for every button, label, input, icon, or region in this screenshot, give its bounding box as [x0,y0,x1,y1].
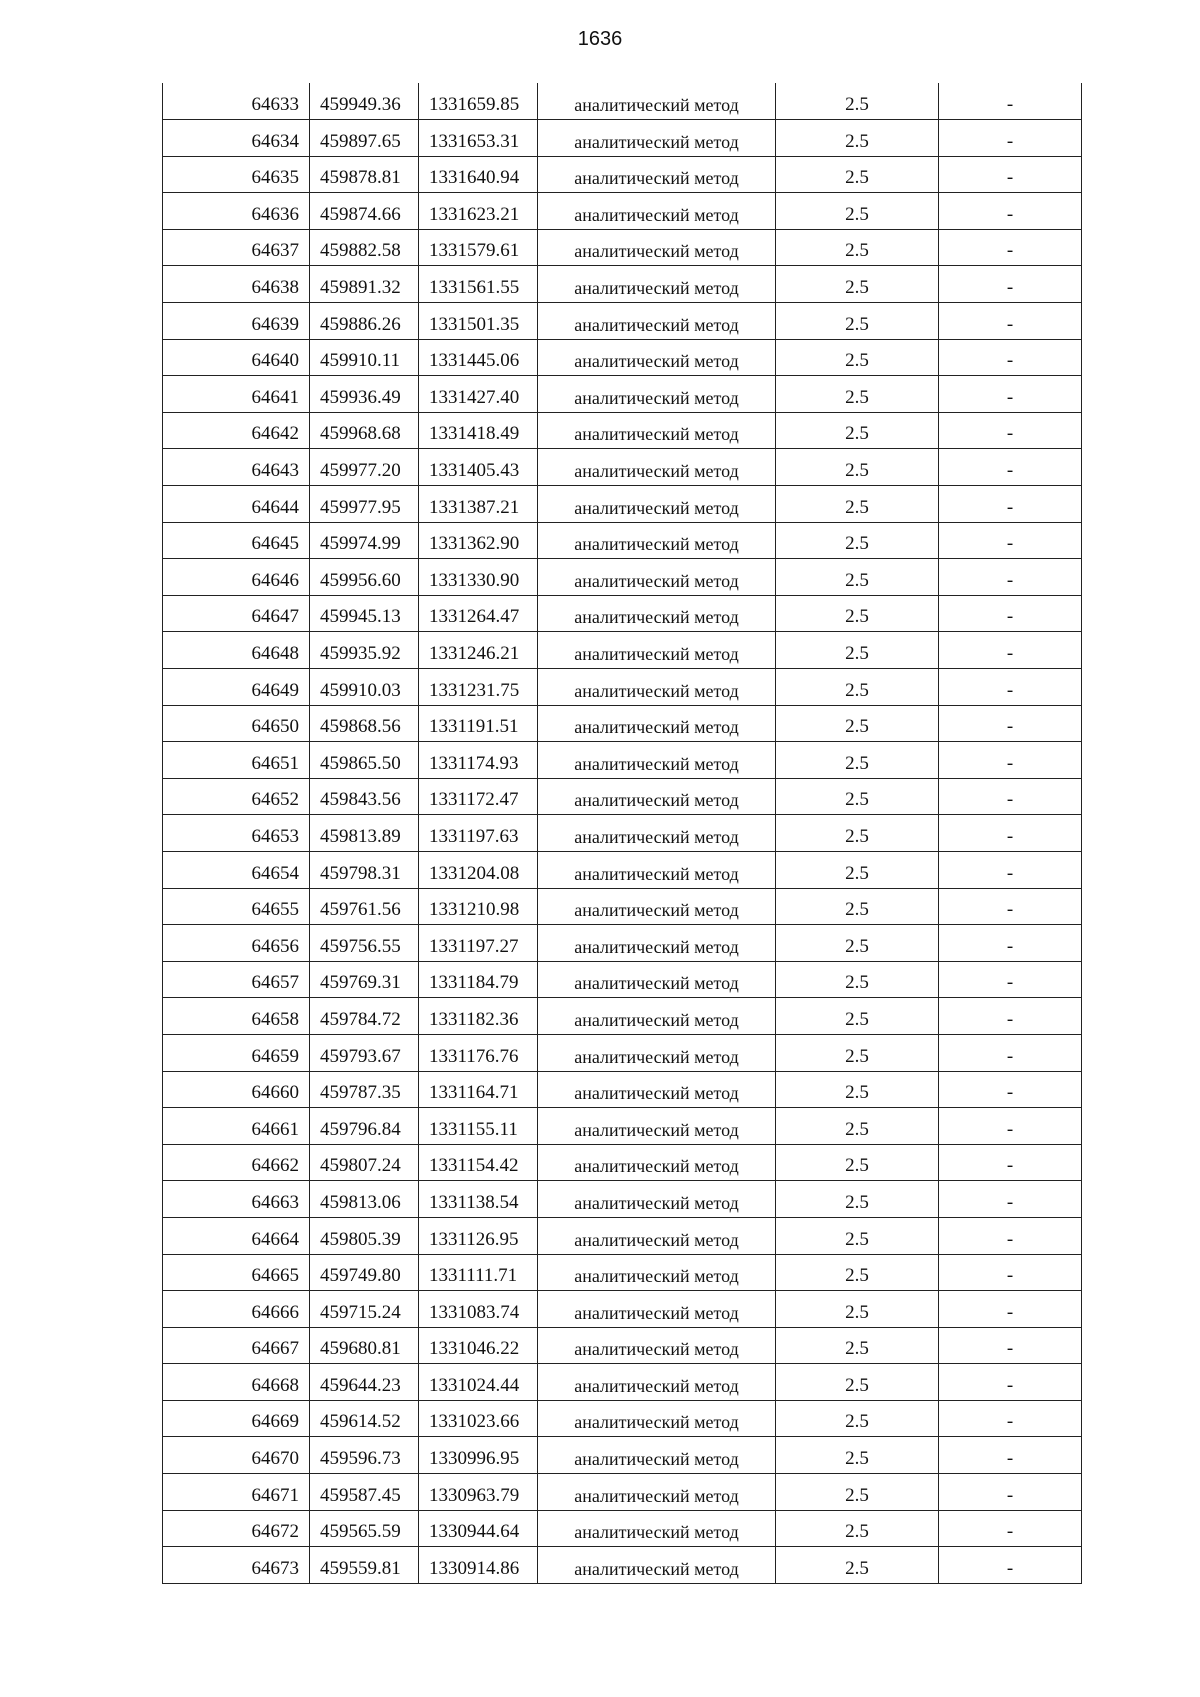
table-row [163,1254,1082,1291]
point-number-cell: 64647 [163,595,310,632]
table-row [163,486,1082,523]
y-coordinate-cell: 1331387.21 [419,486,538,523]
method-cell: аналитический метод [538,1034,776,1071]
table-row [163,815,1082,852]
accuracy-cell: 2.5 [776,1217,939,1254]
y-coordinate-cell: 1331653.31 [419,120,538,157]
table-row [163,1108,1082,1145]
x-coordinate-cell: 459878.81 [310,156,419,193]
table-row [163,303,1082,340]
accuracy-cell: 2.5 [776,1144,939,1181]
point-number-cell: 64652 [163,778,310,815]
point-number-cell: 64651 [163,742,310,779]
method-cell: аналитический метод [538,522,776,559]
method-cell: аналитический метод [538,998,776,1035]
y-coordinate-cell: 1331427.40 [419,376,538,413]
x-coordinate-cell: 459784.72 [310,998,419,1035]
accuracy-cell: 2.5 [776,339,939,376]
x-coordinate-cell: 459614.52 [310,1400,419,1437]
description-cell: - [939,1108,1082,1145]
table-row [163,1034,1082,1071]
x-coordinate-cell: 459882.58 [310,229,419,266]
x-coordinate-cell: 459565.59 [310,1510,419,1547]
table-row [163,1217,1082,1254]
point-number-cell: 64638 [163,266,310,303]
table-row [163,193,1082,230]
description-cell: - [939,595,1082,632]
description-cell: - [939,669,1082,706]
point-number-cell: 64654 [163,851,310,888]
description-cell: - [939,1474,1082,1511]
y-coordinate-cell: 1331264.47 [419,595,538,632]
x-coordinate-cell: 459715.24 [310,1291,419,1328]
method-cell: аналитический метод [538,1108,776,1145]
y-coordinate-cell: 1331172.47 [419,778,538,815]
accuracy-cell: 2.5 [776,522,939,559]
x-coordinate-cell: 459977.20 [310,449,419,486]
accuracy-cell: 2.5 [776,1034,939,1071]
accuracy-cell: 2.5 [776,1437,939,1474]
x-coordinate-cell: 459910.03 [310,669,419,706]
method-cell: аналитический метод [538,449,776,486]
method-cell: аналитический метод [538,193,776,230]
method-cell: аналитический метод [538,595,776,632]
x-coordinate-cell: 459793.67 [310,1034,419,1071]
table-row [163,1071,1082,1108]
y-coordinate-cell: 1331138.54 [419,1181,538,1218]
description-cell: - [939,1034,1082,1071]
y-coordinate-cell: 1331579.61 [419,229,538,266]
description-cell: - [939,778,1082,815]
description-cell: - [939,303,1082,340]
method-cell: аналитический метод [538,412,776,449]
x-coordinate-cell: 459936.49 [310,376,419,413]
description-cell: - [939,1217,1082,1254]
method-cell: аналитический метод [538,559,776,596]
point-number-cell: 64655 [163,888,310,925]
x-coordinate-cell: 459891.32 [310,266,419,303]
y-coordinate-cell: 1331330.90 [419,559,538,596]
accuracy-cell: 2.5 [776,705,939,742]
method-cell: аналитический метод [538,1400,776,1437]
point-number-cell: 64648 [163,632,310,669]
method-cell: аналитический метод [538,632,776,669]
accuracy-cell: 2.5 [776,925,939,962]
description-cell: - [939,1547,1082,1584]
accuracy-cell: 2.5 [776,120,939,157]
accuracy-cell: 2.5 [776,815,939,852]
table-row [163,998,1082,1035]
method-cell: аналитический метод [538,339,776,376]
point-number-cell: 64643 [163,449,310,486]
x-coordinate-cell: 459644.23 [310,1364,419,1401]
table-row [163,1547,1082,1584]
method-cell: аналитический метод [538,1437,776,1474]
table-row [163,449,1082,486]
description-cell: - [939,998,1082,1035]
y-coordinate-cell: 1331184.79 [419,961,538,998]
y-coordinate-cell: 1331174.93 [419,742,538,779]
description-cell: - [939,961,1082,998]
accuracy-cell: 2.5 [776,888,939,925]
table-row [163,376,1082,413]
method-cell: аналитический метод [538,303,776,340]
point-number-cell: 64658 [163,998,310,1035]
y-coordinate-cell: 1331405.43 [419,449,538,486]
method-cell: аналитический метод [538,925,776,962]
method-cell: аналитический метод [538,1144,776,1181]
x-coordinate-cell: 459865.50 [310,742,419,779]
accuracy-cell: 2.5 [776,1547,939,1584]
description-cell: - [939,851,1082,888]
description-cell: - [939,559,1082,596]
description-cell: - [939,266,1082,303]
accuracy-cell: 2.5 [776,486,939,523]
accuracy-cell: 2.5 [776,412,939,449]
y-coordinate-cell: 1331023.66 [419,1400,538,1437]
x-coordinate-cell: 459761.56 [310,888,419,925]
description-cell: - [939,705,1082,742]
point-number-cell: 64661 [163,1108,310,1145]
method-cell: аналитический метод [538,705,776,742]
accuracy-cell: 2.5 [776,83,939,120]
method-cell: аналитический метод [538,376,776,413]
x-coordinate-cell: 459910.11 [310,339,419,376]
point-number-cell: 64644 [163,486,310,523]
method-cell: аналитический метод [538,1474,776,1511]
method-cell: аналитический метод [538,888,776,925]
point-number-cell: 64664 [163,1217,310,1254]
description-cell: - [939,888,1082,925]
point-number-cell: 64649 [163,669,310,706]
point-number-cell: 64634 [163,120,310,157]
description-cell: - [939,1327,1082,1364]
y-coordinate-cell: 1331362.90 [419,522,538,559]
method-cell: аналитический метод [538,1547,776,1584]
y-coordinate-cell: 1331046.22 [419,1327,538,1364]
table-row [163,522,1082,559]
table-row [163,1474,1082,1511]
y-coordinate-cell: 1330914.86 [419,1547,538,1584]
method-cell: аналитический метод [538,669,776,706]
y-coordinate-cell: 1331231.75 [419,669,538,706]
description-cell: - [939,925,1082,962]
point-number-cell: 64642 [163,412,310,449]
point-number-cell: 64672 [163,1510,310,1547]
description-cell: - [939,1291,1082,1328]
y-coordinate-cell: 1331210.98 [419,888,538,925]
accuracy-cell: 2.5 [776,961,939,998]
coordinates-table-body [163,83,1082,1583]
point-number-cell: 64646 [163,559,310,596]
x-coordinate-cell: 459874.66 [310,193,419,230]
y-coordinate-cell: 1331501.35 [419,303,538,340]
description-cell: - [939,412,1082,449]
point-number-cell: 64668 [163,1364,310,1401]
point-number-cell: 64650 [163,705,310,742]
description-cell: - [939,522,1082,559]
table-row [163,412,1082,449]
method-cell: аналитический метод [538,961,776,998]
accuracy-cell: 2.5 [776,1181,939,1218]
accuracy-cell: 2.5 [776,1327,939,1364]
point-number-cell: 64653 [163,815,310,852]
table-row [163,778,1082,815]
description-cell: - [939,120,1082,157]
table-row [163,632,1082,669]
accuracy-cell: 2.5 [776,266,939,303]
x-coordinate-cell: 459968.68 [310,412,419,449]
accuracy-cell: 2.5 [776,1108,939,1145]
y-coordinate-cell: 1331204.08 [419,851,538,888]
method-cell: аналитический метод [538,83,776,120]
table-row [163,1144,1082,1181]
method-cell: аналитический метод [538,156,776,193]
table-row [163,156,1082,193]
point-number-cell: 64670 [163,1437,310,1474]
y-coordinate-cell: 1331640.94 [419,156,538,193]
x-coordinate-cell: 459756.55 [310,925,419,962]
method-cell: аналитический метод [538,815,776,852]
point-number-cell: 64671 [163,1474,310,1511]
y-coordinate-cell: 1331197.27 [419,925,538,962]
description-cell: - [939,632,1082,669]
y-coordinate-cell: 1331191.51 [419,705,538,742]
y-coordinate-cell: 1331561.55 [419,266,538,303]
accuracy-cell: 2.5 [776,632,939,669]
accuracy-cell: 2.5 [776,1510,939,1547]
y-coordinate-cell: 1331083.74 [419,1291,538,1328]
accuracy-cell: 2.5 [776,1364,939,1401]
table-row [163,339,1082,376]
x-coordinate-cell: 459798.31 [310,851,419,888]
accuracy-cell: 2.5 [776,742,939,779]
accuracy-cell: 2.5 [776,229,939,266]
point-number-cell: 64639 [163,303,310,340]
description-cell: - [939,83,1082,120]
accuracy-cell: 2.5 [776,669,939,706]
table-row [163,83,1082,120]
accuracy-cell: 2.5 [776,851,939,888]
page-number: 1636 [577,28,623,50]
x-coordinate-cell: 459868.56 [310,705,419,742]
table-row [163,1364,1082,1401]
method-cell: аналитический метод [538,1510,776,1547]
x-coordinate-cell: 459949.36 [310,83,419,120]
table-row [163,888,1082,925]
description-cell: - [939,1510,1082,1547]
x-coordinate-cell: 459787.35 [310,1071,419,1108]
description-cell: - [939,1181,1082,1218]
y-coordinate-cell: 1331445.06 [419,339,538,376]
description-cell: - [939,1400,1082,1437]
x-coordinate-cell: 459977.95 [310,486,419,523]
x-coordinate-cell: 459769.31 [310,961,419,998]
description-cell: - [939,1437,1082,1474]
x-coordinate-cell: 459749.80 [310,1254,419,1291]
accuracy-cell: 2.5 [776,998,939,1035]
description-cell: - [939,1364,1082,1401]
y-coordinate-cell: 1331154.42 [419,1144,538,1181]
method-cell: аналитический метод [538,1327,776,1364]
description-cell: - [939,486,1082,523]
table-row [163,266,1082,303]
method-cell: аналитический метод [538,120,776,157]
description-cell: - [939,449,1082,486]
method-cell: аналитический метод [538,1364,776,1401]
point-number-cell: 64635 [163,156,310,193]
description-cell: - [939,193,1082,230]
x-coordinate-cell: 459897.65 [310,120,419,157]
x-coordinate-cell: 459587.45 [310,1474,419,1511]
x-coordinate-cell: 459596.73 [310,1437,419,1474]
accuracy-cell: 2.5 [776,559,939,596]
table-row [163,961,1082,998]
point-number-cell: 64673 [163,1547,310,1584]
accuracy-cell: 2.5 [776,1071,939,1108]
y-coordinate-cell: 1331418.49 [419,412,538,449]
method-cell: аналитический метод [538,229,776,266]
y-coordinate-cell: 1331182.36 [419,998,538,1035]
x-coordinate-cell: 459559.81 [310,1547,419,1584]
table-row [163,1437,1082,1474]
x-coordinate-cell: 459680.81 [310,1327,419,1364]
point-number-cell: 64633 [163,83,310,120]
table-row [163,851,1082,888]
x-coordinate-cell: 459886.26 [310,303,419,340]
y-coordinate-cell: 1331246.21 [419,632,538,669]
method-cell: аналитический метод [538,486,776,523]
point-number-cell: 64656 [163,925,310,962]
point-number-cell: 64641 [163,376,310,413]
accuracy-cell: 2.5 [776,449,939,486]
point-number-cell: 64657 [163,961,310,998]
y-coordinate-cell: 1331111.71 [419,1254,538,1291]
accuracy-cell: 2.5 [776,193,939,230]
y-coordinate-cell: 1331164.71 [419,1071,538,1108]
x-coordinate-cell: 459974.99 [310,522,419,559]
y-coordinate-cell: 1331176.76 [419,1034,538,1071]
method-cell: аналитический метод [538,778,776,815]
point-number-cell: 64662 [163,1144,310,1181]
table-row [163,742,1082,779]
method-cell: аналитический метод [538,1181,776,1218]
table-row [163,120,1082,157]
accuracy-cell: 2.5 [776,376,939,413]
method-cell: аналитический метод [538,742,776,779]
description-cell: - [939,1071,1082,1108]
y-coordinate-cell: 1330996.95 [419,1437,538,1474]
accuracy-cell: 2.5 [776,303,939,340]
y-coordinate-cell: 1331623.21 [419,193,538,230]
description-cell: - [939,1254,1082,1291]
y-coordinate-cell: 1331659.85 [419,83,538,120]
description-cell: - [939,229,1082,266]
x-coordinate-cell: 459813.06 [310,1181,419,1218]
x-coordinate-cell: 459813.89 [310,815,419,852]
table-row [163,559,1082,596]
y-coordinate-cell: 1331126.95 [419,1217,538,1254]
point-number-cell: 64660 [163,1071,310,1108]
table-row [163,1510,1082,1547]
description-cell: - [939,742,1082,779]
point-number-cell: 64665 [163,1254,310,1291]
x-coordinate-cell: 459956.60 [310,559,419,596]
accuracy-cell: 2.5 [776,1474,939,1511]
x-coordinate-cell: 459796.84 [310,1108,419,1145]
table-row [163,1400,1082,1437]
point-number-cell: 64666 [163,1291,310,1328]
point-number-cell: 64636 [163,193,310,230]
point-number-cell: 64640 [163,339,310,376]
accuracy-cell: 2.5 [776,156,939,193]
x-coordinate-cell: 459843.56 [310,778,419,815]
point-number-cell: 64663 [163,1181,310,1218]
table-row [163,1327,1082,1364]
table-row [163,705,1082,742]
y-coordinate-cell: 1331155.11 [419,1108,538,1145]
method-cell: аналитический метод [538,851,776,888]
method-cell: аналитический метод [538,266,776,303]
description-cell: - [939,156,1082,193]
accuracy-cell: 2.5 [776,1254,939,1291]
y-coordinate-cell: 1330963.79 [419,1474,538,1511]
method-cell: аналитический метод [538,1217,776,1254]
accuracy-cell: 2.5 [776,1291,939,1328]
y-coordinate-cell: 1330944.64 [419,1510,538,1547]
table-row [163,669,1082,706]
accuracy-cell: 2.5 [776,595,939,632]
point-number-cell: 64637 [163,229,310,266]
x-coordinate-cell: 459805.39 [310,1217,419,1254]
table-row [163,1181,1082,1218]
method-cell: аналитический метод [538,1291,776,1328]
description-cell: - [939,339,1082,376]
point-number-cell: 64659 [163,1034,310,1071]
description-cell: - [939,376,1082,413]
accuracy-cell: 2.5 [776,778,939,815]
x-coordinate-cell: 459935.92 [310,632,419,669]
y-coordinate-cell: 1331197.63 [419,815,538,852]
accuracy-cell: 2.5 [776,1400,939,1437]
description-cell: - [939,1144,1082,1181]
table-row [163,229,1082,266]
x-coordinate-cell: 459945.13 [310,595,419,632]
point-number-cell: 64667 [163,1327,310,1364]
y-coordinate-cell: 1331024.44 [419,1364,538,1401]
description-cell: - [939,815,1082,852]
coordinates-table [162,83,1082,1584]
table-row [163,925,1082,962]
method-cell: аналитический метод [538,1071,776,1108]
table-row [163,595,1082,632]
point-number-cell: 64669 [163,1400,310,1437]
point-number-cell: 64645 [163,522,310,559]
method-cell: аналитический метод [538,1254,776,1291]
table-row [163,1291,1082,1328]
x-coordinate-cell: 459807.24 [310,1144,419,1181]
